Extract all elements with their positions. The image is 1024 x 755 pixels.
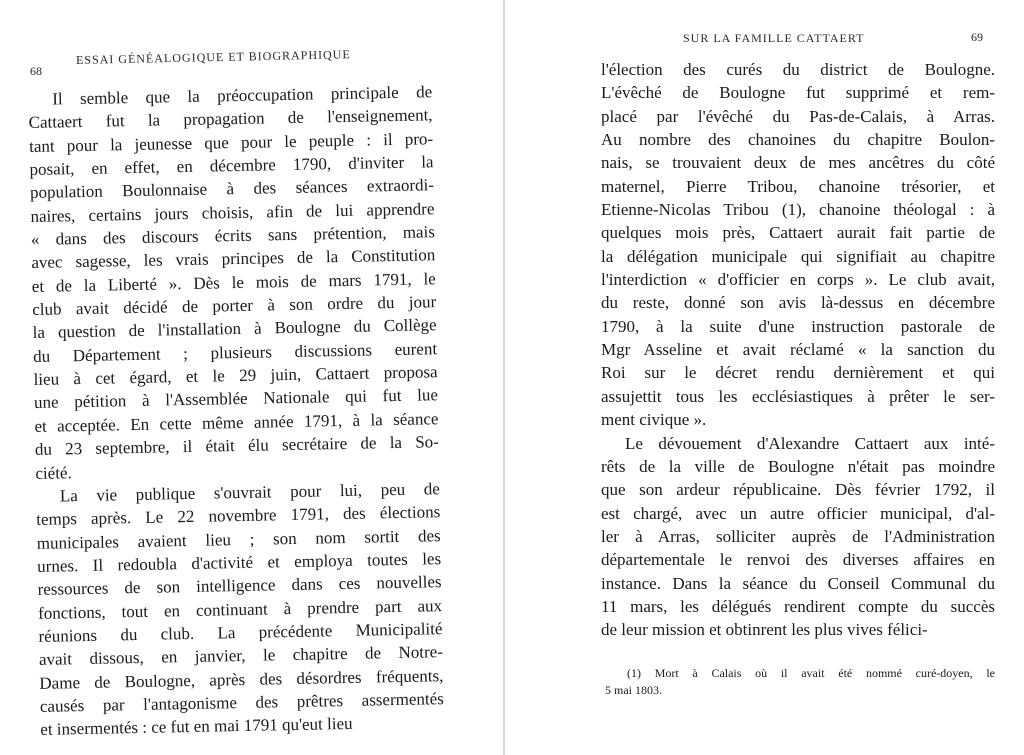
- text-line: causés par l'antagonisme des prêtres assermentés: [39, 689, 444, 716]
- text-line: de leur mission et obtinrent les plus vives félici-: [601, 620, 928, 640]
- text-line: Mgr Asseline et avait réclamé « la sanction du: [601, 340, 995, 360]
- text-line: quelques mois près, Cattaert aurait fait partie de: [601, 223, 995, 243]
- text-line: La vie publique s'ouvrait pour lui, peu de: [59, 479, 440, 506]
- text-line: ler à Arras, solliciter auprès de l'Administration: [601, 526, 995, 546]
- page-number-left: 68: [30, 64, 42, 78]
- text-line: avec sagesse, les vrais principes de la Constitution: [31, 245, 436, 273]
- text-line: L'évêché de Boulogne fut supprimé et rem-: [601, 83, 995, 103]
- text-line: urnes. Il redoubla d'activité et employa toutes les: [37, 549, 442, 576]
- right-page: [505, 0, 1024, 755]
- text-line: population Boulonnaise à des séances extraordi-: [29, 175, 435, 203]
- text-line: Etienne-Nicolas Tribou (1), chanoine théologal : à: [601, 200, 995, 220]
- text-line: que son ardeur républicaine. Dès février 1792, il: [601, 480, 995, 500]
- left-page: [0, 0, 505, 755]
- text-line: une pétition à l'Assemblée Nationale qui fut lue: [33, 385, 439, 413]
- text-line: Le dévouement d'Alexandre Cattaert aux inté-: [625, 433, 995, 453]
- text-line: et de la Liberté ». Dès le mois de mars 1791, le: [31, 268, 436, 296]
- text-line: Dame de Boulogne, après des désordres fréquents,: [39, 665, 444, 693]
- left-page-text: [28, 80, 444, 741]
- text-line: la délégation municipale qui signifiait au chapitre: [601, 246, 995, 266]
- text-line: et acceptée. En cette même année 1791, à la séance: [34, 408, 439, 436]
- text-line: tant pour la jeunesse que pour le peuple : il pro-: [28, 128, 434, 156]
- text-line: instance. Dans la séance du Conseil Communal du: [601, 573, 995, 593]
- text-line: et insermentés : ce fut en mai 1791 qu'eut lieu: [40, 714, 353, 740]
- text-line: nais, se trouvaient deux de mes ancêtres du côté: [601, 153, 995, 173]
- text-line: Il semble que la préoccupation principale de: [52, 82, 433, 109]
- text-line: rêts de la ville de Boulogne n'était pas moindre: [601, 456, 995, 476]
- text-line: municipales avaient lieu ; son nom sortit des: [36, 525, 441, 553]
- text-line: posait, en effet, en décembre 1790, d'inviter la: [29, 152, 434, 180]
- text-line: Roi sur le décret rendu dernièrement et qui: [601, 363, 995, 383]
- text-line: temps après. Le 22 novembre 1791, des élections: [36, 502, 441, 530]
- text-line: ciété.: [35, 462, 72, 483]
- text-line: est chargé, avec un autre officier municipal, d'al-: [601, 503, 995, 523]
- text-line: « dans des discours écrits sans prétention, mais: [30, 222, 436, 250]
- text-line: du Département ; plusieurs discussions eurent: [32, 338, 438, 366]
- text-line: l'interdiction « d'officier en corps ». Le club avait,: [601, 270, 995, 290]
- text-line: fonctions, tout en continuant à prendre part aux: [37, 595, 443, 623]
- text-line: du 23 septembre, il était élu secrétaire de la So-: [34, 432, 440, 460]
- text-line: naires, certains jours choisis, afin de lui apprendre: [30, 198, 435, 226]
- right-page-text: [601, 58, 995, 642]
- text-line: 1790, à la suite d'une instruction pastorale de: [601, 316, 995, 336]
- text-line: 5 mai 1803.: [605, 683, 662, 697]
- text-line: du reste, donné son avis là-dessus en décembre: [601, 293, 995, 313]
- text-line: placé par l'évêché du Pas-de-Calais, à Arras.: [601, 106, 995, 126]
- text-line: l'élection des curés du district de Boulogne.: [601, 60, 995, 79]
- text-line: Au nombre des chanoines du chapitre Boulon-: [601, 130, 995, 150]
- running-head-right: SUR LA FAMILLE CATTAERT: [683, 31, 865, 45]
- text-line: assujettit tous les ecclésiastiques à prêter le ser-: [601, 386, 995, 406]
- footnote: [605, 665, 995, 699]
- page-number-right: 69: [971, 30, 983, 44]
- text-line: ment civique ».: [601, 410, 707, 430]
- text-line: maternel, Pierre Tribou, chanoine trésorier, et: [601, 176, 995, 196]
- text-line: avait dissous, en janvier, le chapitre de Notre-: [38, 642, 444, 670]
- text-line: lieu à cet égard, et le 29 juin, Cattaert proposa: [33, 362, 438, 390]
- text-line: réunions du club. La précédente Municipalité: [38, 619, 443, 646]
- running-head-left: ESSAI GÉNÉALOGIQUE ET BIOGRAPHIQUE: [75, 47, 351, 67]
- text-line: (1) Mort à Calais où il avait été nommé curé-doyen, le: [627, 666, 995, 680]
- text-line: Cattaert fut la propagation de l'enseignement,: [28, 105, 433, 133]
- text-line: 11 mars, les délégués rendirent compte du succès: [601, 596, 995, 616]
- text-line: club avait décidé de porter à son ordre du jour: [32, 292, 437, 320]
- text-line: départementale le renvoi des diverses affaires en: [601, 550, 995, 570]
- text-line: ressources de son intelligence dans ces nouvelles: [37, 572, 442, 600]
- text-line: la question de l'installation à Boulogne du Collège: [32, 315, 437, 343]
